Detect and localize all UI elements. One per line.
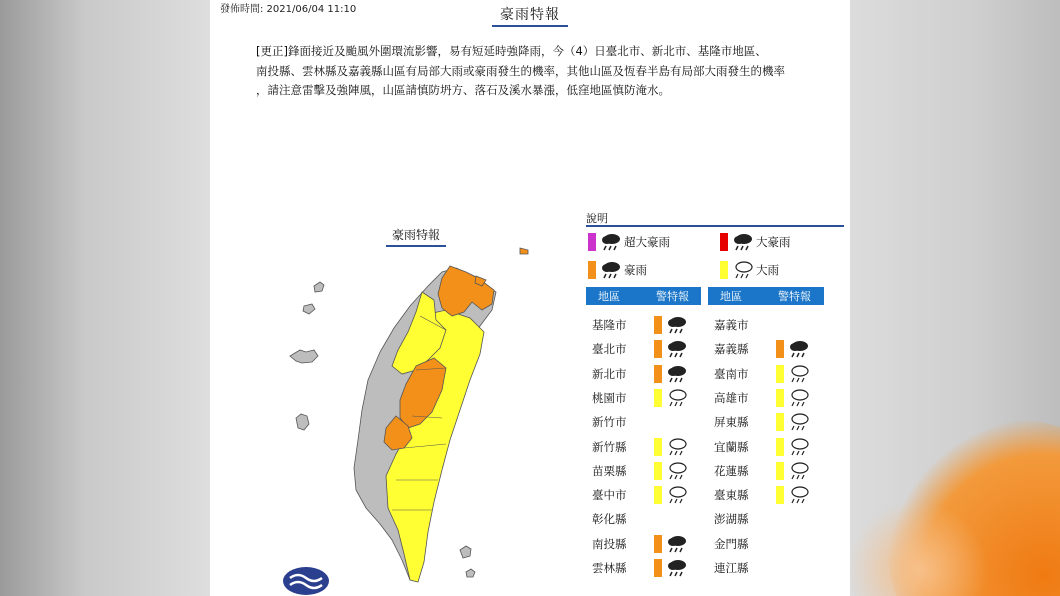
legend-swatch [720,233,728,251]
heavy-rain-icon [600,260,622,280]
legend-title: 說明 [586,212,608,225]
table-row [586,557,688,579]
warning-level-swatch [654,365,662,383]
table-row [586,533,688,555]
rain-icon [788,437,810,457]
region-name: 宜蘭縣 [714,439,749,454]
table-row [708,460,810,482]
table-row [708,363,810,385]
rain-icon [666,461,688,481]
warning-level-swatch [654,340,662,358]
background-left [0,0,210,596]
legend-swatch [720,261,728,279]
heavy-rain-icon [666,364,688,384]
region-name: 花蓮縣 [714,463,749,478]
warning-level-swatch [654,535,662,553]
page-title: 豪雨特報 [492,4,568,27]
region-name: 連江縣 [714,561,749,575]
legend-label: 豪雨 [624,263,647,277]
island-pengjia [520,248,528,254]
region-name: 新竹市 [592,415,627,430]
table-row [586,363,688,385]
warning-level-swatch [776,340,784,358]
rain-icon [788,364,810,384]
description-line: [更正]鋒面接近及颱風外圍環流影響，易有短延時強降雨，今（4）日臺北市、新北市、基隆市地區、 [256,44,767,58]
header-warning: 警特報 [656,290,689,303]
header-region: 地區 [598,290,620,303]
rain-icon [732,260,754,280]
region-name: 屏東縣 [714,415,749,430]
table-row [586,314,688,336]
legend-label: 超大豪雨 [624,235,670,249]
heavy-rain-icon [666,339,688,359]
table-header-right [708,287,824,305]
warning-document [210,0,850,596]
region-name: 臺東縣 [714,488,749,503]
description-line: ，請注意雷擊及強陣風，山區請慎防坍方、落石及溪水暴漲，低窪地區慎防淹水。 [256,83,670,97]
table-row [708,533,776,555]
legend-label: 大雨 [756,263,779,277]
header-region: 地區 [720,290,742,303]
region-name: 澎湖縣 [714,512,749,527]
region-name: 桃園市 [592,390,627,405]
table-row [708,314,776,336]
warning-level-swatch [776,365,784,383]
warning-level-swatch [654,462,662,480]
warning-level-swatch [654,486,662,504]
heavy-rain-icon [666,558,688,578]
warning-level-swatch [776,438,784,456]
issued-time: 發佈時間: 2021/06/04 11:10 [220,4,357,15]
description [256,42,816,101]
table-row [708,508,776,530]
table-row [586,508,654,530]
rain-icon [788,388,810,408]
region-name: 新北市 [592,366,627,381]
region-name: 金門縣 [714,536,749,551]
rain-icon [666,485,688,505]
warning-level-swatch [776,486,784,504]
legend-divider [586,225,844,227]
rain-icon [666,437,688,457]
warning-level-swatch [654,559,662,577]
warning-level-swatch [654,316,662,334]
region-name: 雲林縣 [592,561,627,575]
region-name: 嘉義市 [714,318,749,332]
legend-item-super-torrential [588,232,670,252]
warning-level-swatch [654,438,662,456]
heavy-rain-icon [600,232,622,252]
table-row [586,338,688,360]
island-kinmen [290,350,318,363]
table-header-left [586,287,701,305]
heavy-rain-icon [788,339,810,359]
table-row [586,387,688,409]
island-matsu [314,282,324,292]
table-row [586,460,688,482]
island-outlying-1 [303,304,315,314]
background-right [848,0,1060,596]
warning-level-swatch [776,462,784,480]
table-row [708,557,776,579]
island-penghu [296,414,309,430]
rain-icon [788,412,810,432]
region-name: 苗栗縣 [592,463,627,478]
cwb-logo-icon [282,566,330,596]
rain-icon [788,461,810,481]
island-orchid [466,569,475,577]
region-name: 基隆市 [592,318,627,332]
table-row [708,387,810,409]
table-row [708,484,810,506]
taiwan-warning-map [270,240,540,596]
table-row [708,338,810,360]
region-name: 新竹縣 [592,439,627,454]
island-green [460,546,471,558]
region-name: 南投縣 [592,536,627,551]
legend-item-torrential [588,260,647,280]
table-row [586,484,688,506]
region-name: 臺北市 [592,342,627,357]
description-line: 南投縣、雲林縣及嘉義縣山區有局部大雨或豪雨發生的機率，其他山區及恆春半島有局部大雨發生的機率 [256,63,785,78]
rain-icon [788,485,810,505]
rain-icon [666,388,688,408]
legend-item-extremely-heavy [720,232,791,252]
heavy-rain-icon [732,232,754,252]
table-row [586,436,688,458]
table-row [708,436,810,458]
heavy-rain-icon [666,315,688,335]
region-name: 高雄市 [714,390,749,405]
table-row [586,411,654,433]
region-name: 嘉義縣 [714,342,749,357]
heavy-rain-icon [666,534,688,554]
legend-swatch [588,233,596,251]
header-warning: 警特報 [778,290,811,303]
legend-swatch [588,261,596,279]
warning-level-swatch [776,389,784,407]
table-row [708,411,810,433]
region-name: 臺南市 [714,366,749,381]
legend-item-heavy [720,260,779,280]
region-name: 彰化縣 [592,512,627,527]
warning-level-swatch [654,389,662,407]
legend-label: 大豪雨 [756,235,791,249]
map-title: 豪雨特報 [386,226,446,247]
region-name: 臺中市 [592,488,627,503]
warning-level-swatch [776,413,784,431]
